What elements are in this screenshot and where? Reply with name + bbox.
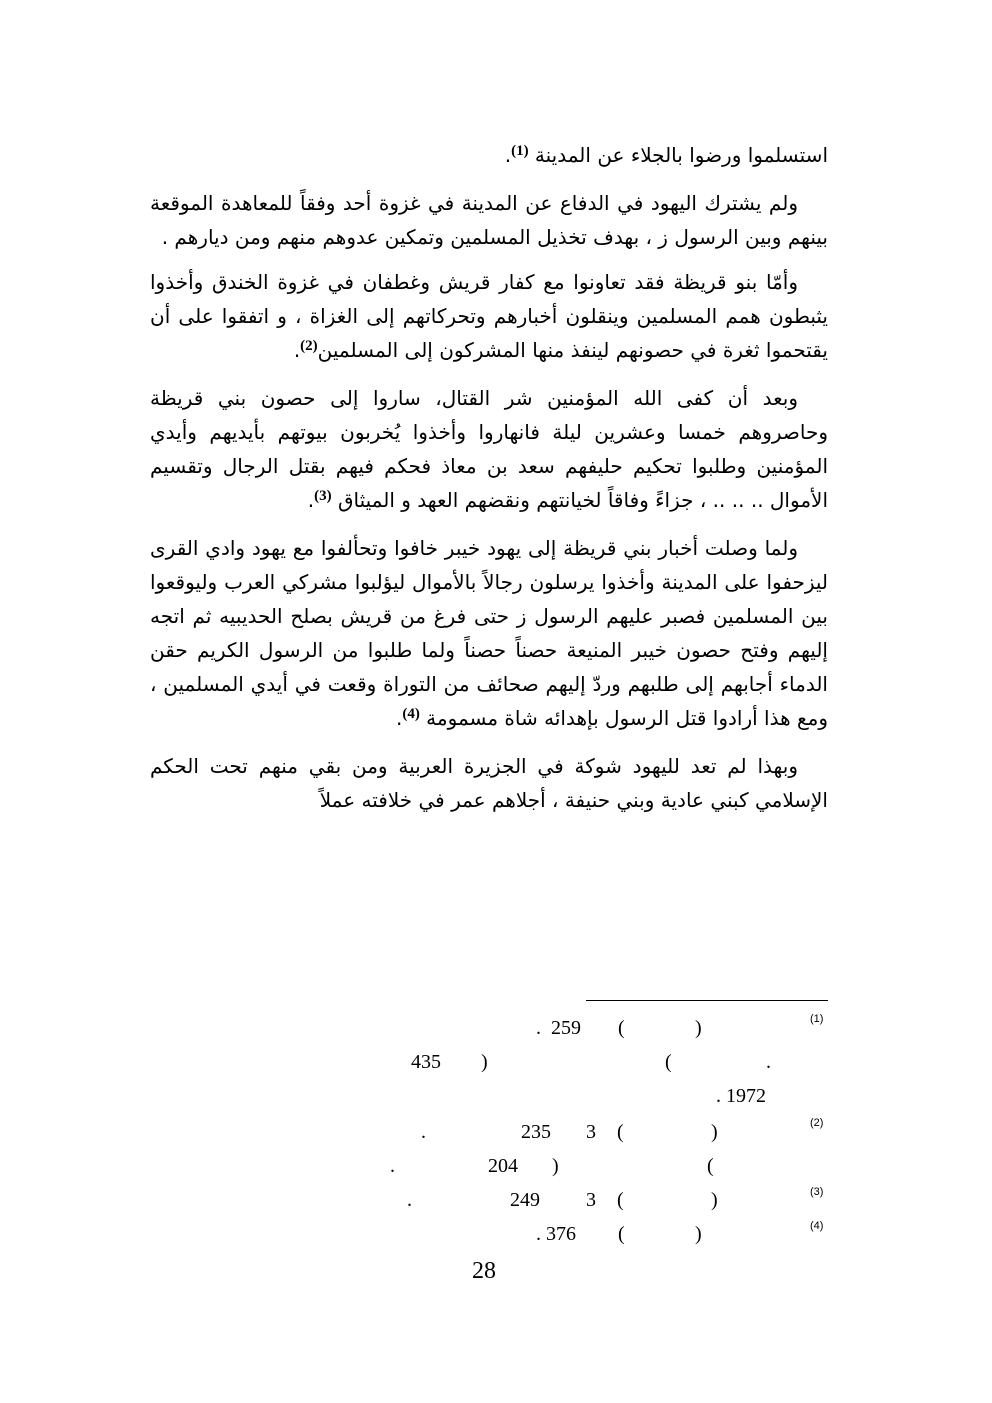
footnote-ref-1[interactable]: (1): [511, 143, 529, 159]
footnote-fragment: .: [390, 1155, 395, 1177]
footnote-fragment: .: [421, 1121, 426, 1143]
footnote-number-1: (1): [810, 1013, 824, 1025]
paragraph-2: ولم يشترك اليهود في الدفاع عن المدينة في غزوة أحد وفقاً للمعاهدة الموقعة بينهم وبين الرسول ز ، بهدف تخذيل المسلمين وتمكين عدوهم منهم ومن ديارهم .: [150, 191, 828, 249]
footnote-fragment: . 1972: [716, 1085, 766, 1107]
footnote-fragment: .: [407, 1189, 412, 1211]
paragraph-1: استسلموا ورضوا بالجلاء عن المدينة $^{(1)}$.: [504, 143, 828, 167]
footnote-fragment: (: [665, 1051, 672, 1073]
footnote-fragment: ): [481, 1051, 488, 1073]
footnote-ref-3[interactable]: (3): [314, 488, 332, 504]
footnote-fragment: (: [617, 1121, 624, 1143]
footnote-fragment: 204: [488, 1155, 518, 1177]
paragraph-6: وبهذا لم تعد لليهود شوكة في الجزيرة العربية ومن بقي منهم تحت الحكم الإسلامي كبني عادية وبني حنيفة ، أجلاهم عمر في خلافته عملاً: [150, 754, 828, 812]
footnote-fragment: 3: [586, 1121, 596, 1143]
footnote-fragment: ): [695, 1223, 702, 1245]
footnote-fragment: ): [552, 1155, 559, 1177]
footnote-number-3: (3): [810, 1186, 824, 1198]
footnote-ref-2[interactable]: (2): [300, 338, 318, 354]
footnote-number-2: (2): [810, 1117, 824, 1129]
footnote-fragment: . 376: [536, 1223, 576, 1245]
footnote-fragment: ): [711, 1121, 718, 1143]
footnote-number-4: (4): [810, 1220, 824, 1232]
footnote-fragment: (: [618, 1223, 625, 1245]
footnote-fragment: (: [618, 1017, 625, 1039]
footnote-fragment: (: [617, 1189, 624, 1211]
paragraph-4: وبعد أن كفى الله المؤمنين شر القتال، ساروا إلى حصون بني قريظة وحاصروهم خمسا وعشرين ليلة فانهاروا وأخذوا يُخربون بيوتهم بأيديهم وأيدي المؤمنين وطلبوا تحكيم حليفهم سعد بن معاذ فحكم فيهم بقتل الرجال وتقسيم الأموال .. .. .. ، جزاءً وفاقاً لخيانتهم ونقضهم العهد و الميثاق $^{(3)}$.: [150, 386, 828, 512]
footnote-fragment: 235: [521, 1121, 551, 1143]
footnote-separator: [586, 1000, 828, 1001]
paragraph-3: وأمّا بنو قريظة فقد تعاونوا مع كفار قريش وغطفان في غزوة الخندق وأخذوا يثبطون همم المسلمين وينقلون أخبارهم وتحركاتهم إلى الغزاة ، و اتفقوا على أن يقتحموا ثغرة في حصونهم لينفذ منها المشركون إلى المسلمين$^{(2)}$.: [150, 270, 828, 362]
footnote-fragment: .: [536, 1017, 541, 1039]
page-number: 28: [472, 1258, 496, 1284]
footnote-fragment: 3: [586, 1189, 596, 1211]
main-text: [150, 138, 828, 828]
footnote-fragment: .: [766, 1051, 771, 1073]
footnote-fragment: ): [695, 1017, 702, 1039]
footnote-fragment: ): [711, 1189, 718, 1211]
footnote-fragment: 259: [551, 1017, 581, 1039]
footnote-fragment: (: [707, 1155, 714, 1177]
footnote-fragment: 435: [411, 1051, 441, 1073]
footnote-fragment: 249: [510, 1189, 540, 1211]
footnote-ref-4[interactable]: (4): [402, 706, 420, 722]
paragraph-5: ولما وصلت أخبار بني قريظة إلى يهود خيبر خافوا وتحألفوا مع يهود وادي القرى ليزحفوا على المدينة وأخذوا يرسلون رجالاً بالأموال ليؤلبوا مشركي العرب وليوقعوا بين المسلمين فصبر عليهم الرسول ز حتى فرغ من قريش بصلح الحديبيه ثم اتجه إليهم وفتح حصون خيبر المنيعة حصناً حصناً ولما طلبوا من الرسول الكريم حقن الدماء أجابهم إلى طلبهم وردّ إليهم صحائف من التوراة وقعت في أيدي المسلمين ، ومع هذا أرادوا قتل الرسول بإهدائه شاة مسمومة $^{(4)}$.: [150, 536, 828, 730]
